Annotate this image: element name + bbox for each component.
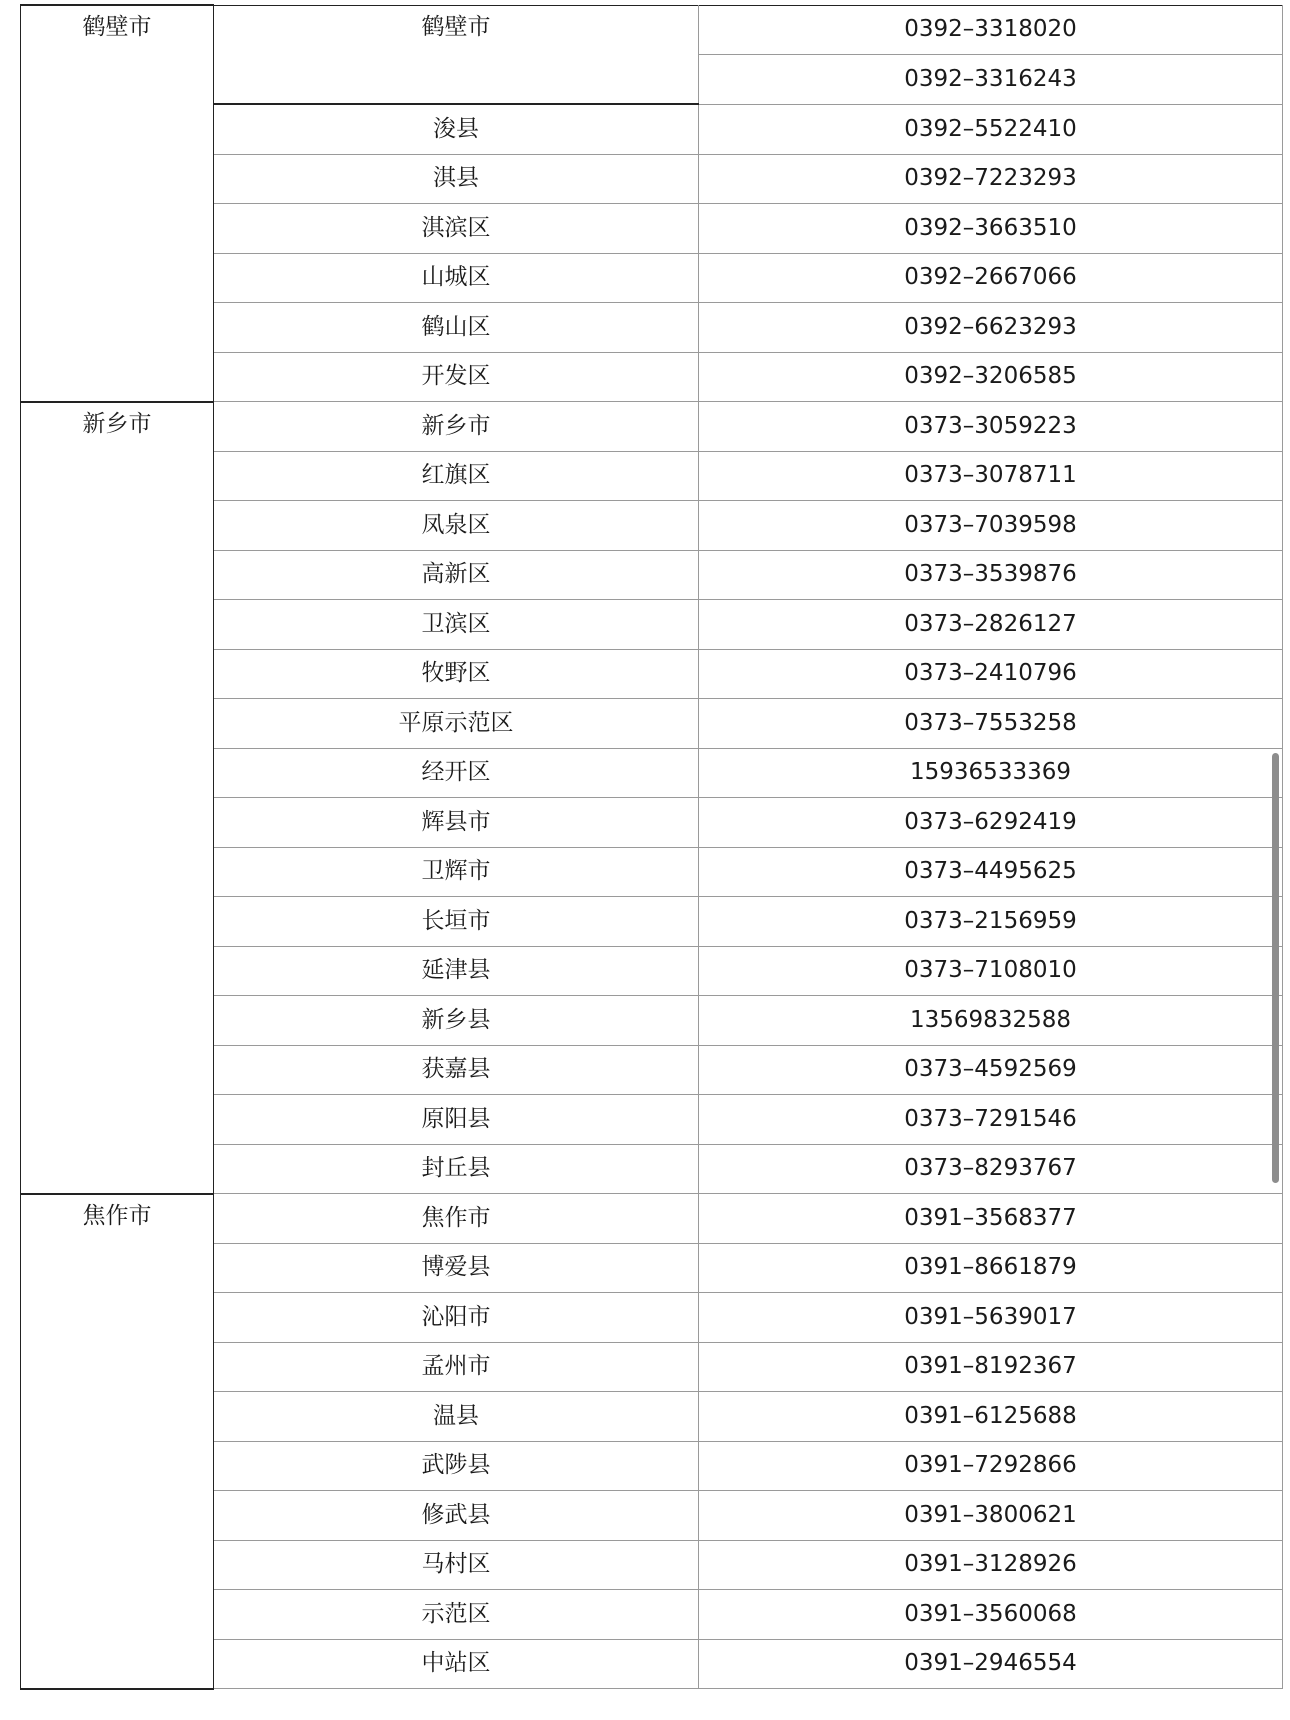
phone-cell: 0392–3318020 bbox=[699, 5, 1283, 55]
phone-cell: 0373–3059223 bbox=[699, 402, 1283, 452]
phone-cell: 0373–4592569 bbox=[699, 1045, 1283, 1095]
phone-cell: 0392–2667066 bbox=[699, 253, 1283, 303]
district-cell: 淇滨区 bbox=[214, 204, 699, 254]
district-cell: 中站区 bbox=[214, 1639, 699, 1689]
phone-cell: 0373–2410796 bbox=[699, 649, 1283, 699]
phone-cell: 0391–3560068 bbox=[699, 1590, 1283, 1640]
phone-cell: 0373–7553258 bbox=[699, 699, 1283, 749]
district-cell: 孟州市 bbox=[214, 1342, 699, 1392]
district-cell: 新乡县 bbox=[214, 996, 699, 1046]
district-cell: 博爱县 bbox=[214, 1243, 699, 1293]
district-cell: 卫滨区 bbox=[214, 600, 699, 650]
district-cell: 高新区 bbox=[214, 550, 699, 600]
district-cell: 牧野区 bbox=[214, 649, 699, 699]
phone-cell: 0373–4495625 bbox=[699, 847, 1283, 897]
district-cell: 武陟县 bbox=[214, 1441, 699, 1491]
district-cell: 获嘉县 bbox=[214, 1045, 699, 1095]
district-cell: 鹤山区 bbox=[214, 303, 699, 353]
contacts-table bbox=[20, 4, 1283, 1690]
phone-cell: 0373–8293767 bbox=[699, 1144, 1283, 1194]
table-row bbox=[21, 402, 1283, 452]
district-cell: 修武县 bbox=[214, 1491, 699, 1541]
phone-cell: 0392–5522410 bbox=[699, 104, 1283, 154]
phone-cell: 0373–2826127 bbox=[699, 600, 1283, 650]
phone-cell: 0391–2946554 bbox=[699, 1639, 1283, 1689]
district-cell: 焦作市 bbox=[214, 1194, 699, 1244]
phone-cell: 0373–2156959 bbox=[699, 897, 1283, 947]
phone-cell: 0373–7291546 bbox=[699, 1095, 1283, 1145]
district-cell: 长垣市 bbox=[214, 897, 699, 947]
district-cell: 淇县 bbox=[214, 154, 699, 204]
city-cell: 鹤壁市 bbox=[21, 5, 214, 402]
table-row bbox=[21, 1194, 1283, 1244]
phone-cell: 0392–6623293 bbox=[699, 303, 1283, 353]
phone-cell: 0391–8192367 bbox=[699, 1342, 1283, 1392]
phone-cell: 0373–7108010 bbox=[699, 946, 1283, 996]
phone-cell: 0391–5639017 bbox=[699, 1293, 1283, 1343]
phone-cell: 0391–8661879 bbox=[699, 1243, 1283, 1293]
phone-cell: 0391–3128926 bbox=[699, 1540, 1283, 1590]
city-cell: 焦作市 bbox=[21, 1194, 214, 1689]
district-cell: 开发区 bbox=[214, 352, 699, 402]
district-cell: 平原示范区 bbox=[214, 699, 699, 749]
phone-cell: 0373–3078711 bbox=[699, 451, 1283, 501]
district-cell: 新乡市 bbox=[214, 402, 699, 452]
contacts-table-body bbox=[21, 5, 1283, 1689]
phone-cell: 0391–3568377 bbox=[699, 1194, 1283, 1244]
district-cell: 延津县 bbox=[214, 946, 699, 996]
district-cell: 山城区 bbox=[214, 253, 699, 303]
district-cell: 鹤壁市 bbox=[214, 5, 699, 104]
district-cell: 温县 bbox=[214, 1392, 699, 1442]
phone-cell: 0391–7292866 bbox=[699, 1441, 1283, 1491]
phone-cell: 0392–7223293 bbox=[699, 154, 1283, 204]
phone-cell: 15936533369 bbox=[699, 748, 1283, 798]
district-cell: 示范区 bbox=[214, 1590, 699, 1640]
district-cell: 原阳县 bbox=[214, 1095, 699, 1145]
table-row bbox=[21, 5, 1283, 55]
phone-cell: 0373–3539876 bbox=[699, 550, 1283, 600]
phone-cell: 0392–3663510 bbox=[699, 204, 1283, 254]
district-cell: 马村区 bbox=[214, 1540, 699, 1590]
city-cell: 新乡市 bbox=[21, 402, 214, 1194]
district-cell: 沁阳市 bbox=[214, 1293, 699, 1343]
district-cell: 经开区 bbox=[214, 748, 699, 798]
vertical-scrollbar[interactable] bbox=[1272, 753, 1279, 1183]
phone-cell: 0373–7039598 bbox=[699, 501, 1283, 551]
phone-cell: 0392–3316243 bbox=[699, 55, 1283, 105]
district-cell: 凤泉区 bbox=[214, 501, 699, 551]
phone-cell: 0391–3800621 bbox=[699, 1491, 1283, 1541]
district-cell: 卫辉市 bbox=[214, 847, 699, 897]
phone-cell: 13569832588 bbox=[699, 996, 1283, 1046]
phone-cell: 0391–6125688 bbox=[699, 1392, 1283, 1442]
phone-cell: 0373–6292419 bbox=[699, 798, 1283, 848]
district-cell: 浚县 bbox=[214, 104, 699, 154]
district-cell: 红旗区 bbox=[214, 451, 699, 501]
district-cell: 封丘县 bbox=[214, 1144, 699, 1194]
district-cell: 辉县市 bbox=[214, 798, 699, 848]
phone-cell: 0392–3206585 bbox=[699, 352, 1283, 402]
